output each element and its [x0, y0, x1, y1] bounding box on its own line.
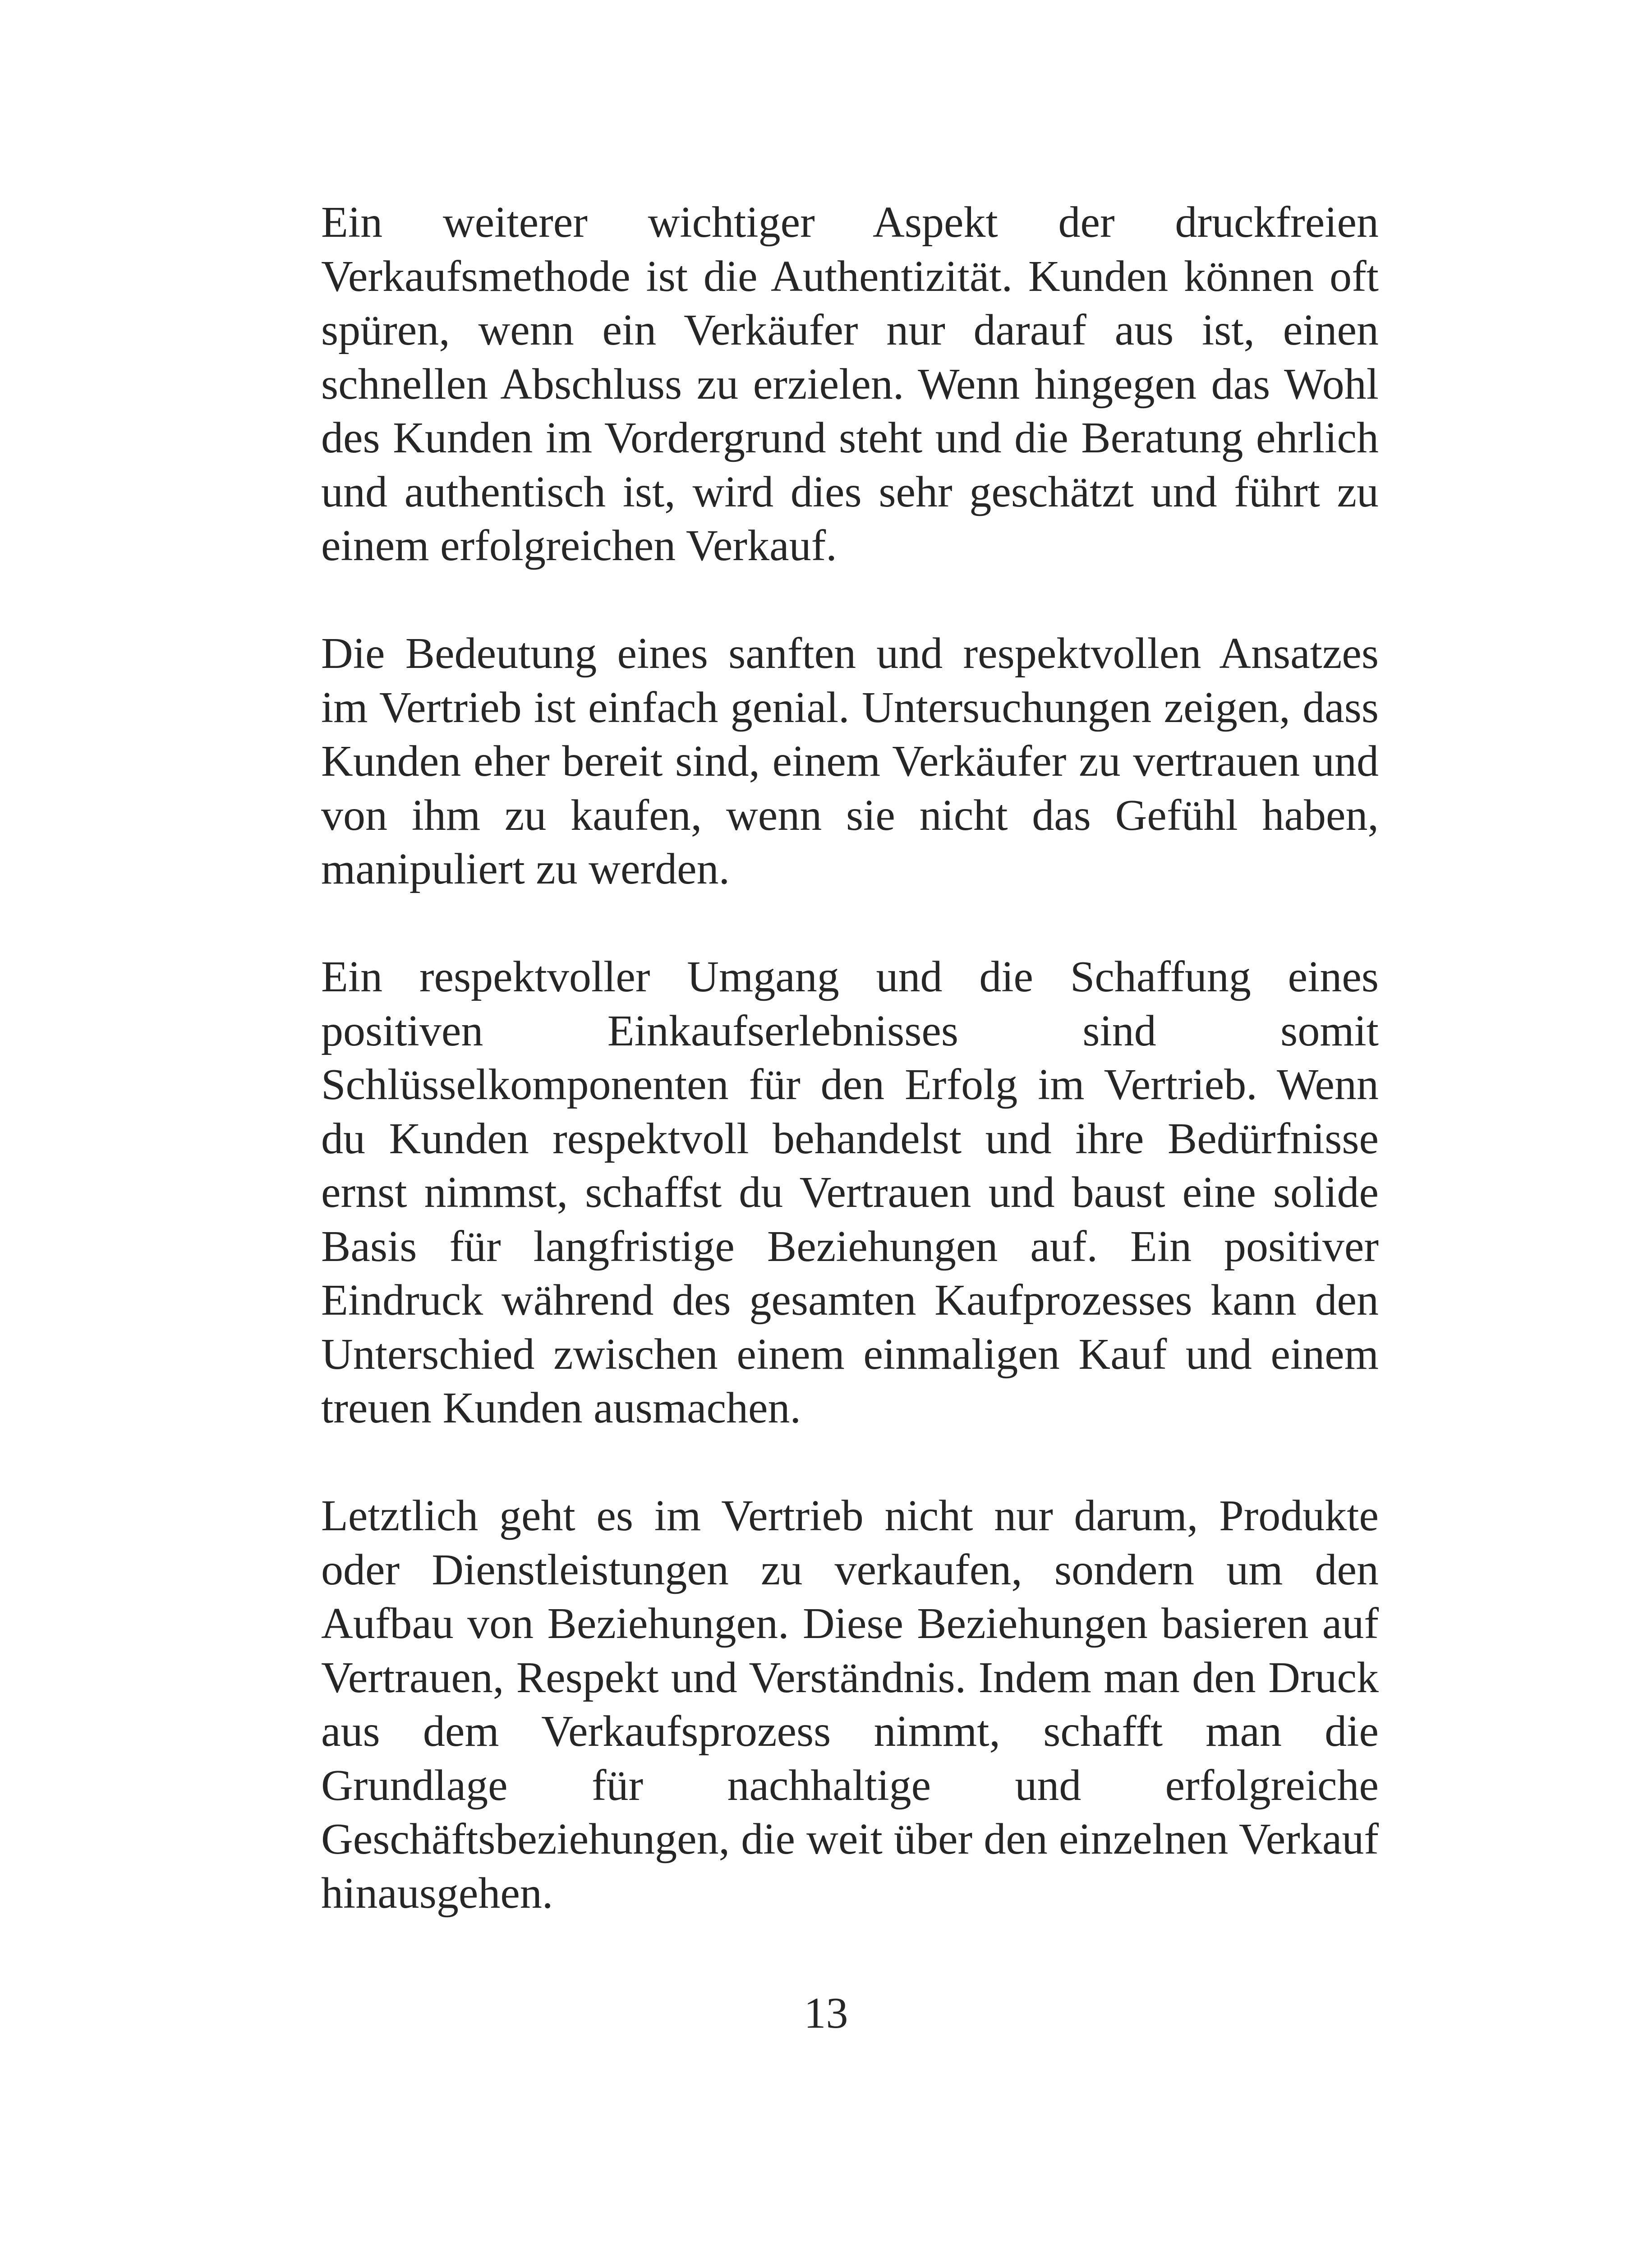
paragraph: Letztlich geht es im Vertrieb nicht nur darum, Produkte oder Dienstleistungen zu verkaufen, sondern um den Aufbau von Beziehungen. Diese Beziehungen basieren auf Vertrauen, Respekt und Verständnis. Indem man den Druck aus dem Verkaufsprozess nimmt, schafft man die Grundlage für nachhaltige und erfolgreiche Geschäftsbeziehungen, die weit über den einzelnen Verkauf hinausgehen.	[321, 1491, 1379, 1918]
page-number: 13	[804, 1989, 848, 2038]
paragraph: Die Bedeutung eines sanften und respektvollen Ansatzes im Vertrieb ist einfach genial. Untersuchungen zeigen, dass Kunden eher bereit sind, einem Verkäufer zu vertrauen und von ihm zu kaufen, wenn sie nicht das Gefühl haben, manipuliert zu werden.	[321, 629, 1379, 893]
paragraph: Ein respektvoller Umgang und die Schaffung eines positiven Einkaufserlebnisses sind somit Schlüsselkomponenten für den Erfolg im Vertrieb. Wenn du Kunden respektvoll behandelst und ihre Bedürfnisse ernst nimmst, schaffst du Vertrauen und baust eine solide Basis für langfristige Beziehungen auf. Ein positiver Eindruck während des gesamten Kaufprozesses kann den Unterschied zwischen einem einmaligen Kauf und einem treuen Kunden ausmachen.	[321, 953, 1379, 1432]
paragraph: Ein weiterer wichtiger Aspekt der druckfreien Verkaufsmethode ist die Authentizität. Kunden können oft spüren, wenn ein Verkäufer nur darauf aus ist, einen schnellen Abschluss zu erzielen. Wenn hingegen das Wohl des Kunden im Vordergrund steht und die Beratung ehrlich und authentisch ist, wird dies sehr geschätzt und führt zu einem erfolgreichen Verkauf.	[321, 198, 1379, 570]
body-text	[321, 196, 1379, 1920]
